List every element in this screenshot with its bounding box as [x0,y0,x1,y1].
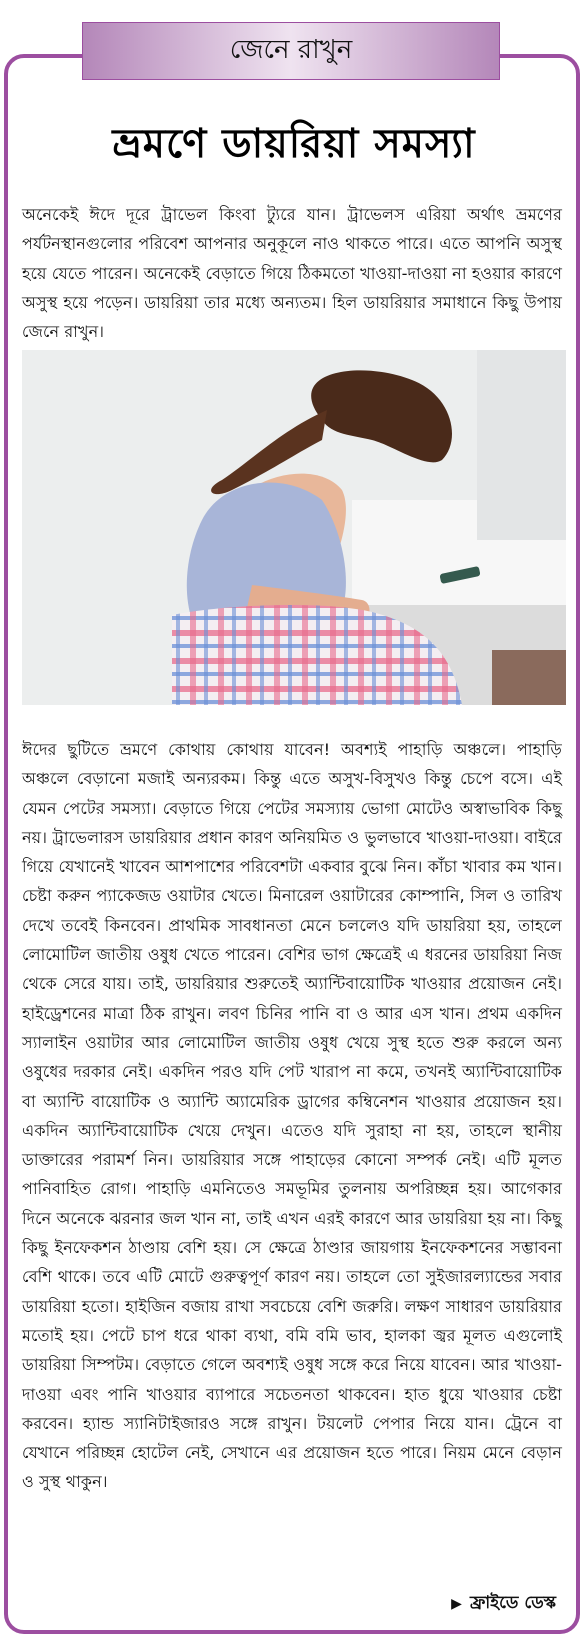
section-tab [82,22,500,80]
triangle-right-icon: ▶ [451,1596,462,1612]
article-intro: অনেকেই ঈদে দূরে ট্রাভেল কিংবা ট্যুরে যান। ট্রাভেলস এরিয়া অর্থাৎ ভ্রমণের পর্যটনস্থানগুলোর পরিবেশ আপনার অনুকূলে নাও থাকতে পারে। এতে আপনি অসুস্থ হয়ে যেতে পারেন। অনেকেই বেড়াতে গিয়ে ঠিকমতো খাওয়া-দাওয়া না হওয়ার কারণে অসুস্থ হয়ে পড়েন। ডায়রিয়া তার মধ্যে অন্যতম। হিল ডায়রিয়ার সমাধানে কিছু উপায় জেনে রাখুন। [22,205,562,342]
article-headline: ভ্রমণে ডায়রিয়া সমস্যা [112,121,476,167]
article-photo [22,350,566,705]
section-label: জেনে রাখুন [229,35,353,65]
byline [451,1590,556,1618]
woman-stomach-ache-illustration [22,350,566,705]
article-body: ঈদের ছুটিতে ভ্রমণে কোথায় কোথায় যাবেন! অবশ্যই পাহাড়ি অঞ্চলে। পাহাড়ি অঞ্চলে বেড়ানো মজাই অন্যরকম। কিন্তু এতে অসুখ-বিসুখও কিন্তু চেপে বসে। এই যেমন পেটের সমস্যা। বেড়াতে গিয়ে পেটের সমস্যায় ভোগা মোটেও অস্বাভাবিক কিছু নয়। ট্রাভেলারস ডায়রিয়ার প্রধান কারণ অনিয়মিত ও ভুলভাবে খাওয়া-দাওয়া। বাইরে গিয়ে যেখানেই খাবেন আশপাশের পরিবেশটা একবার বুঝে নিন। কাঁচা খাবার কম খান। চেষ্টা করুন প্যাকেজড ওয়াটার খেতে। মিনারেল ওয়াটারের কোম্পানি, সিল ও তারিখ দেখে তবেই কিনবেন। প্রাথমিক সাবধানতা মেনে চললেও যদি ডায়রিয়া হয়, তাহলে লোমোটিল জাতীয় ওষুধ খেতে পারেন। বেশির ভাগ ক্ষেত্রেই এ ধরনের ডায়রিয়া নিজ থেকে সেরে যায়। তাই, ডায়রিয়ার শুরুতেই অ্যান্টিবায়োটিক খাওয়ার প্রয়োজন নেই। হাইড্রেশনের মাত্রা ঠিক রাখুন। লবণ চিনির পানি বা ও আর এস খান। প্রথম একদিন স্যালাইন ওয়াটার আর লোমোটিল জাতীয় ওষুধ খেয়ে সুস্থ হতে শুরু করলে অন্য ওষুধের দরকার নেই। একদিন পরও যদি পেট খারাপ না কমে, তখনই অ্যান্টিবায়োটিক বা অ্যান্টি বায়োটিক ও অ্যান্টি অ্যামেরিক ড্রাগের কম্বিনেশন খাওয়ার প্রয়োজন হয়। একদিন অ্যান্টিবায়োটিক খেয়ে দেখুন। এতেও যদি সুরাহা না হয়, তাহলে স্থানীয় ডাক্তারের পরামর্শ নিন। ডায়রিয়ার সঙ্গে পাহাড়ের কোনো সম্পর্ক নেই। এটি মূলত পানিবাহিত রোগ। পাহাড়ি এমনিতেও সমভূমির তুলনায় অপরিচ্ছন্ন হয়। আগেকার দিনে অনেকে ঝরনার জল খান না, তাই এখন এরই কারণে আর ডায়রিয়া হয় না। কিছু কিছু ইনফেকশন ঠাণ্ডায় বেশি হয়। সে ক্ষেত্রে ঠাণ্ডার জায়গায় ইনফেকশনের সম্ভাবনা বেশি থাকে। তবে এটি মোটে গুরুত্বপূর্ণ কারণ নয়। তাহলে তো সুইজারল্যান্ডের সবার ডায়রিয়া হতো। হাইজিন বজায় রাখা সবচেয়ে বেশি জরুরি। লক্ষণ সাধারণ ডায়রিয়ার মতোই হয়। পেটে চাপ ধরে থাকা ব্যথা, বমি বমি ভাব, হালকা জ্বর মূলত এগুলোই ডায়রিয়া সিম্পটম। বেড়াতে গেলে অবশ্যই ওষুধ সঙ্গে করে নিয়ে যাবেন। আর খাওয়া-দাওয়া এবং পানি খাওয়ার ব্যাপারে সচেতনতা থাকবেন। হাত ধুয়ে খাওয়ার চেষ্টা করবেন। হ্যান্ড স্যানিটাইজারও সঙ্গে রাখুন। টয়লেট পেপার নিয়ে যান। ট্রেনে বা যেখানে পরিচ্ছন্ন হোটেল নেই, সেখানে এর প্রয়োজন হতে পারে। নিয়ম মেনে বেড়ান ও সুস্থ থাকুন। [22,740,562,1492]
byline-text: ফ্রাইডে ডেস্ক [469,1593,556,1613]
